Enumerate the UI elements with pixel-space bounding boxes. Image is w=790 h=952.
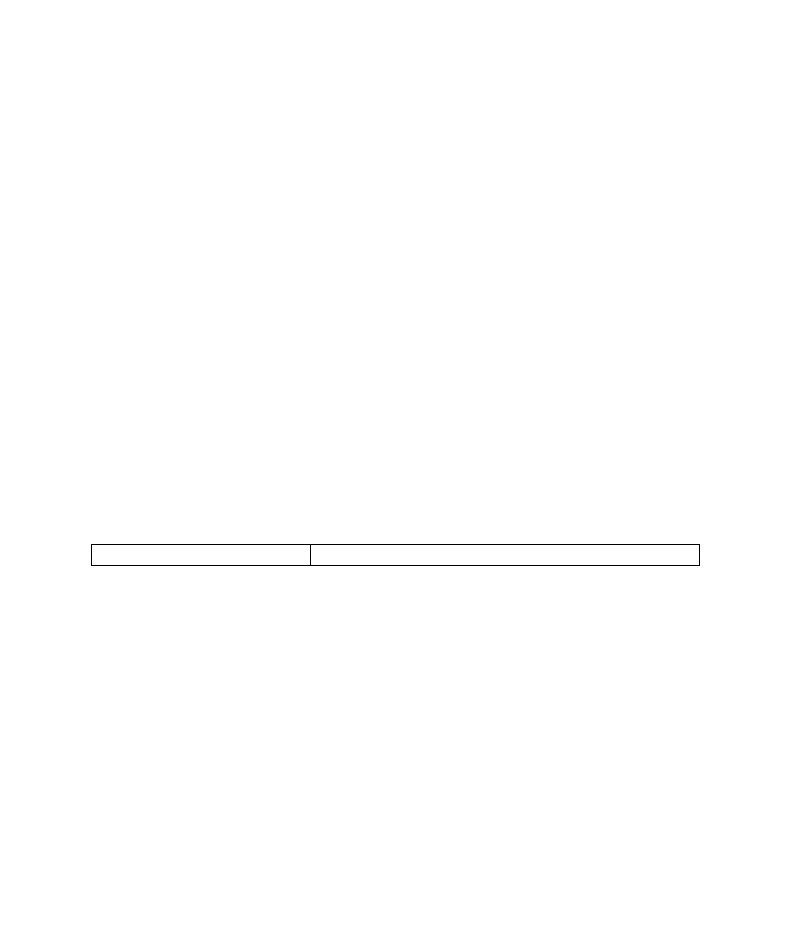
review-litigation-table (91, 544, 700, 707)
header-litigation (311, 545, 700, 566)
header-review (92, 545, 311, 566)
